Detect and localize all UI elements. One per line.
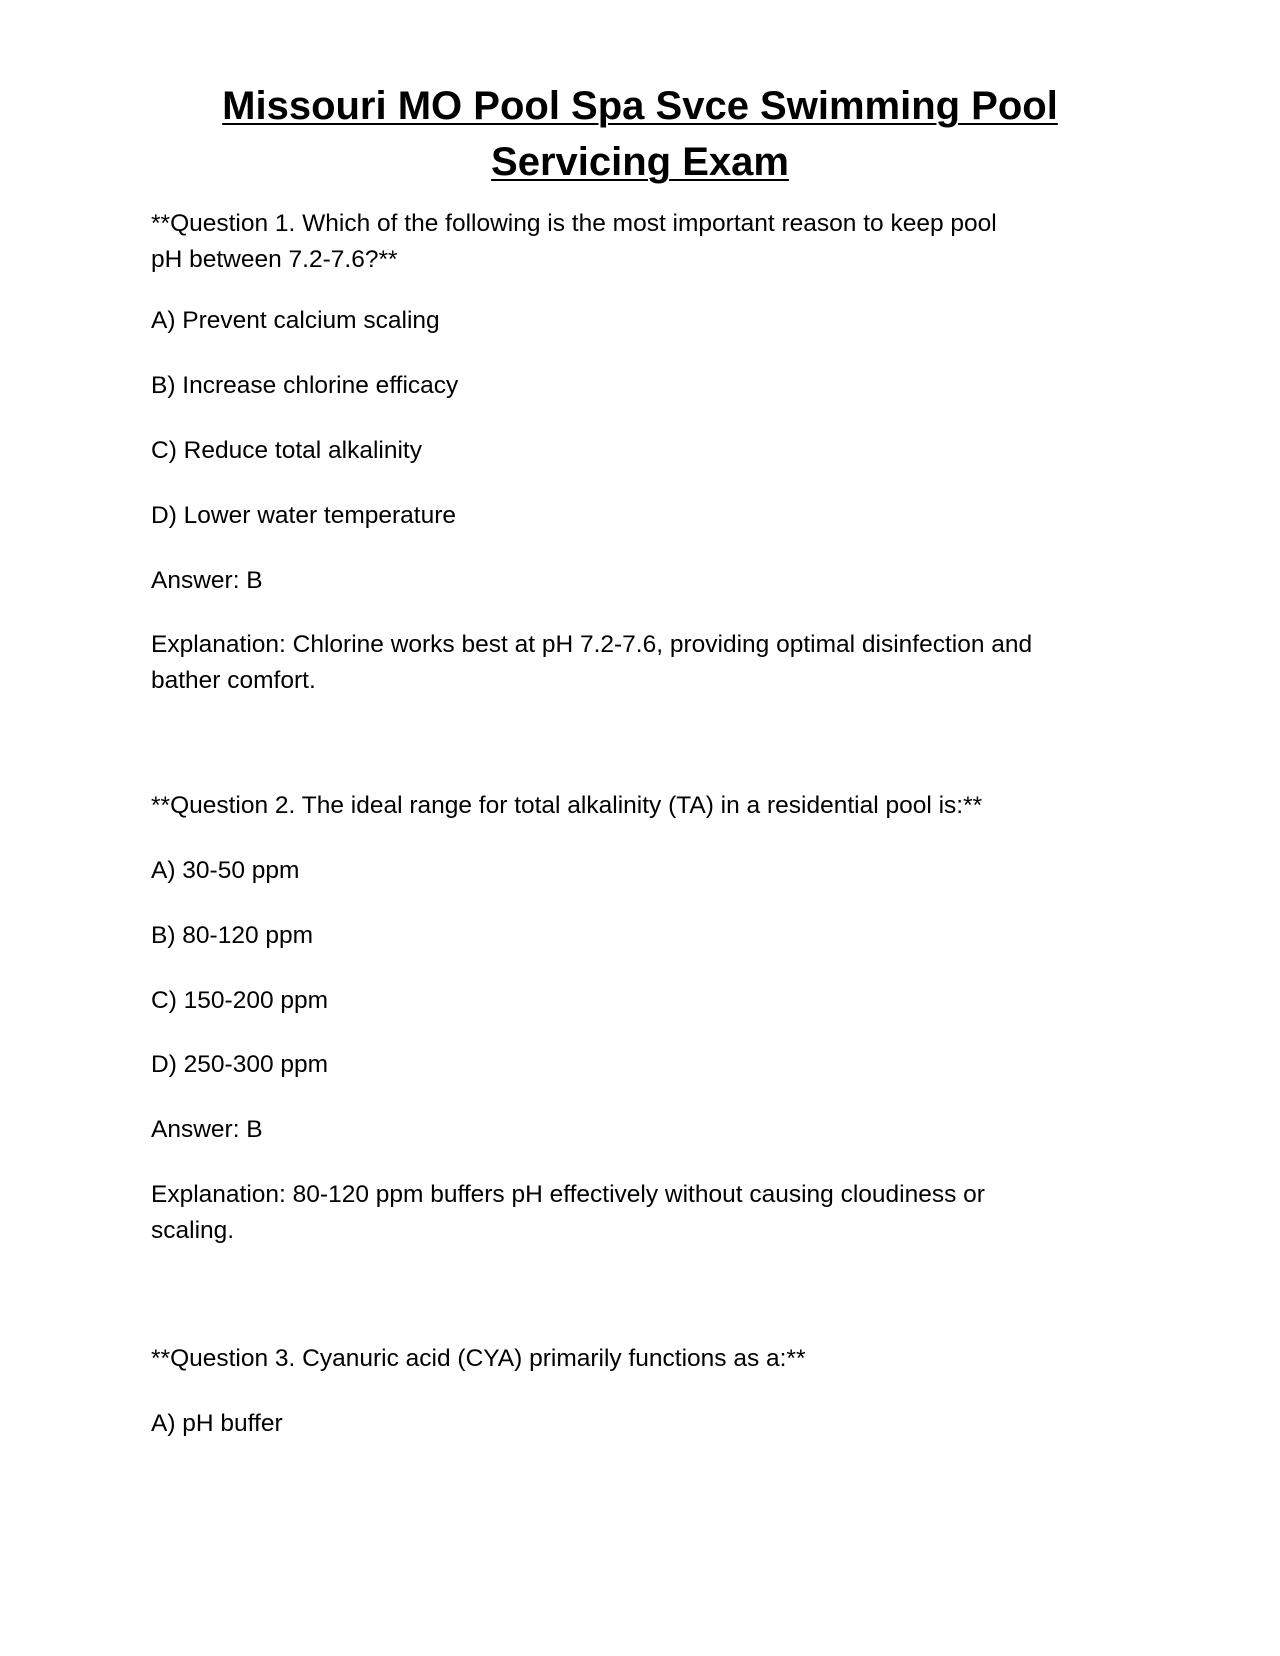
question-2-text-line-1: **Question 2. The ideal range for total alkalinity (TA) in a residential pool is:** (151, 792, 983, 819)
question-2-option-b: B) 80-120 ppm (151, 922, 314, 949)
question-1-option-d: D) Lower water temperature (151, 502, 457, 529)
question-1-option-a: A) Prevent calcium scaling (151, 307, 440, 334)
question-1-explanation-line-1: Explanation: Chlorine works best at pH 7.2-7.6, providing optimal disinfection and (151, 631, 1033, 658)
question-1-explanation-line-2: bather comfort. (151, 667, 316, 694)
title-line-2: Servicing Exam (491, 140, 789, 184)
question-3-option-a: A) pH buffer (151, 1410, 283, 1437)
question-2-option-c: C) 150-200 ppm (151, 987, 329, 1014)
question-2-answer: Answer: B (151, 1116, 263, 1143)
question-2-option-d: D) 250-300 ppm (151, 1051, 329, 1078)
question-1-option-b: B) Increase chlorine efficacy (151, 372, 459, 399)
title-line-1: Missouri MO Pool Spa Svce Swimming Pool (222, 84, 1058, 128)
question-2-option-a: A) 30-50 ppm (151, 857, 300, 884)
question-2-explanation-line-2: scaling. (151, 1217, 235, 1244)
question-1-option-c: C) Reduce total alkalinity (151, 437, 422, 464)
question-3-text-line-1: **Question 3. Cyanuric acid (CYA) primarily functions as a:** (151, 1345, 806, 1372)
document-title (150, 78, 1130, 190)
question-1-text-line-1: **Question 1. Which of the following is the most important reason to keep pool (151, 210, 997, 237)
question-1-answer: Answer: B (151, 567, 263, 594)
question-1-text-line-2: pH between 7.2-7.6?** (151, 246, 398, 273)
question-2-explanation-line-1: Explanation: 80-120 ppm buffers pH effectively without causing cloudiness or (151, 1181, 985, 1208)
